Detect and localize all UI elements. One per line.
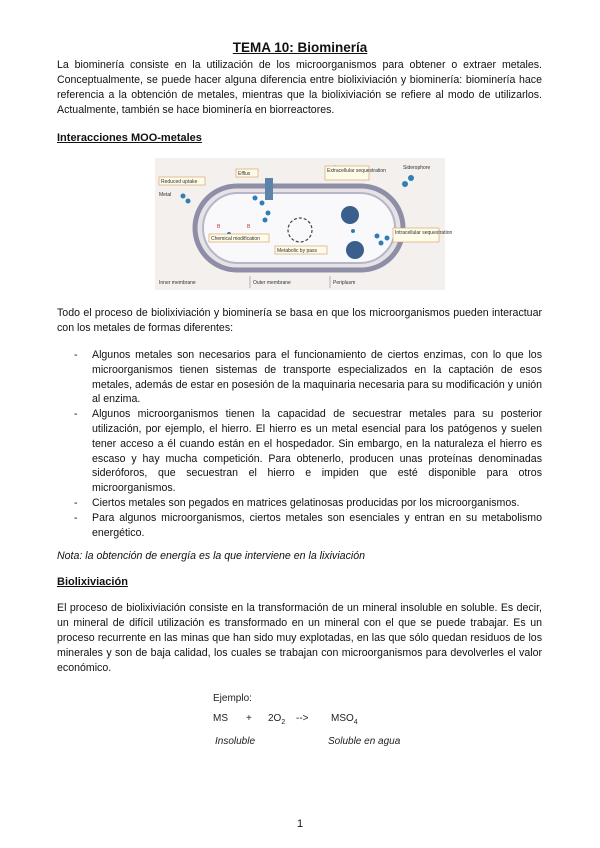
- page-number: 1: [296, 818, 304, 830]
- fig-label-periplasm: Periplasm: [333, 280, 356, 286]
- list-item: - Para algunos microorganismos, ciertos metales son esenciales y entran en su metabolismo energético.: [74, 511, 542, 539]
- fig-label-extracellular: Extracellular sequestration: [327, 168, 386, 174]
- fig-label-reduced-uptake: Reduced uptake: [161, 179, 198, 185]
- fig-label-efflux: Efflux: [238, 171, 251, 177]
- reaction-example: [213, 693, 413, 753]
- list-item: - Algunos metales son necesarios para el funcionamiento de ciertos enzimas, con lo que los microorganismos tienen sistemas de transporte especializados en la captación de esos metales, además de estar en posesión de la maquinaria necesaria para su modificación y unión al enzima.: [74, 349, 542, 406]
- list-dash: -: [74, 496, 78, 509]
- fig-label-metabolic-bypass: Metabolic by pass: [277, 248, 318, 254]
- fig-label-siderophore: Siderophore: [403, 165, 431, 171]
- sequestration-protein-top: [341, 206, 359, 224]
- list-dash: -: [74, 511, 78, 524]
- reaction-arrow: -->: [296, 713, 309, 724]
- fig-label-metal: Metal: [159, 192, 172, 198]
- efflux-pump: [265, 178, 273, 200]
- reactant: MS: [213, 713, 228, 724]
- note-text: Nota: la obtención de energía es la que interviene en la lixiviación: [57, 550, 366, 562]
- example-title: Ejemplo:: [213, 693, 252, 704]
- product: $MSO_4$: [331, 713, 358, 726]
- fig-label-b-right: B: [247, 224, 251, 230]
- metal-interactions-figure: [155, 158, 453, 290]
- label-soluble: Soluble en agua: [328, 736, 401, 747]
- interactions-list: [57, 348, 542, 540]
- fig-label-chemical-modification: Chemical modification: [211, 236, 260, 242]
- section-heading-interacciones: Interacciones MOO-metales: [57, 132, 202, 144]
- page-title: TEMA 10: Biominería: [232, 40, 368, 55]
- sequestration-protein-bottom: [346, 241, 364, 259]
- fig-label-inner-membrane: Inner membrane: [159, 280, 196, 286]
- list-dash: -: [74, 408, 78, 421]
- biolixiviacion-paragraph: El proceso de biolixiviación consiste en la transformación de un mineral insoluble en soluble. Es decir, un mineral de difícil utilización es transformado en un mineral con el que se puede trabajar. Es un proceso recurrente en las minas que han sido muy explotadas, en las que sólo quedan residuos de los minerales y son de baja calidad, los cuales se trabajan con microorganismos para devolverles el valor económico.: [57, 602, 542, 674]
- fig-label-outer-membrane: Outer membrane: [253, 280, 291, 286]
- intro-paragraph: La biominería consiste en la utilización de los microorganismos para obtener o extraer metales. Conceptualmente, se puede hacer alguna diferencia entre biolixiviación y biominería: biominería hace referencia a la obtención de metales, mientras que la biolixiviación se refiere al modo de utilizarlos. Actualmente, también se hace biominería en biorreactores.: [57, 59, 542, 116]
- fig-label-b-left: B: [217, 224, 221, 230]
- label-insoluble: Insoluble: [215, 736, 256, 747]
- section-heading-biolixiviacion: Biolixiviación: [57, 576, 128, 588]
- list-item: - Algunos microorganismos tienen la capacidad de secuestrar metales para su posterior utilización, por ejemplo, el hierro. El hierro es un metal esencial para los patógenos y suelen tener acceso a él cuando están en el hospedador. Sin embargo, en la naturaleza el hierro es escaso y hay mucha competición. Para obtenerlo, producen unas proteínas denominadas sideróforos, que secuestran el hierro e impiden que esté disponible para otros microorganismos.: [74, 408, 542, 495]
- fig-label-intracellular: Intracellular sequestration: [395, 230, 453, 236]
- list-item: - Ciertos metales son pegados en matrices gelatinosas producidas por los microorganismos.: [74, 496, 520, 509]
- interactions-paragraph: Todo el proceso de biolixiviación y biominería se basa en que los microorganismos pueden interactuar con los metales de formas diferentes:: [57, 307, 542, 334]
- plus-sign: +: [246, 713, 252, 724]
- oxygen: $2O_2$: [268, 713, 286, 726]
- list-dash: -: [74, 349, 78, 361]
